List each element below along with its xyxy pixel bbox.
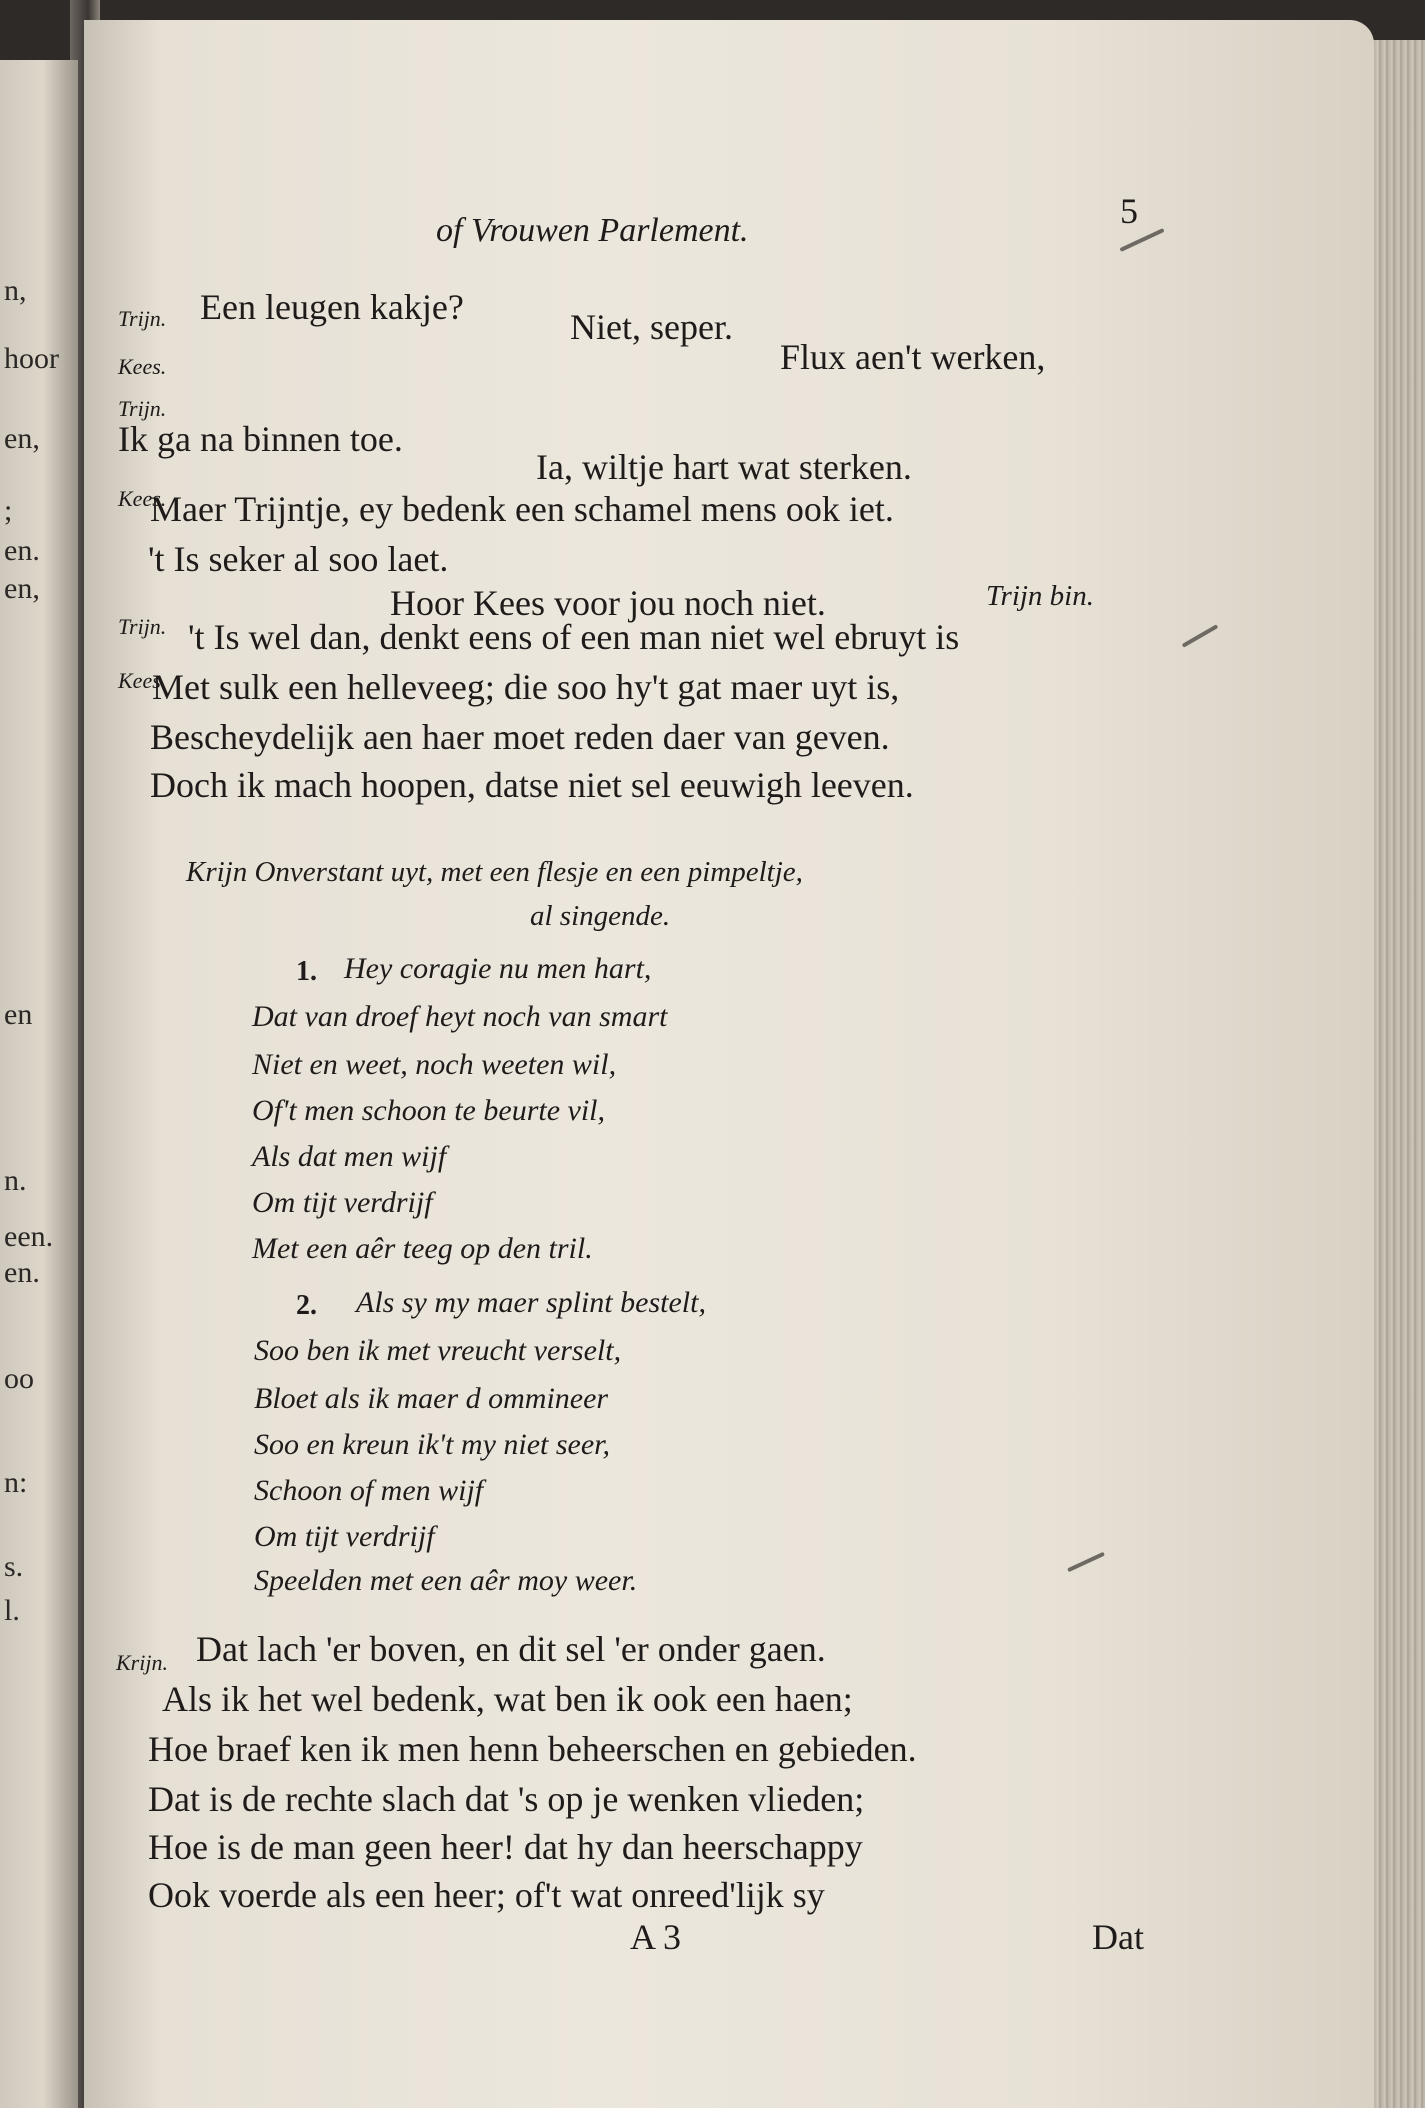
left-page-fragment: s.	[4, 1550, 24, 1583]
song-line: Dat van droef heyt noch van smart	[252, 1000, 668, 1033]
verse-line: Dat lach 'er boven, en dit sel 'er onder gaen.	[196, 1629, 826, 1669]
song-line: Soo ben ik met vreucht verselt,	[254, 1334, 622, 1367]
song-line: Soo en kreun ik't my niet seer,	[254, 1428, 611, 1461]
left-page-fragment: en.	[4, 534, 40, 567]
verse-line: 't Is wel dan, denkt eens of een man niet wel ebruyt is	[188, 617, 960, 657]
page-number: 5	[1120, 191, 1138, 231]
left-page-fragment: hoor	[4, 342, 59, 375]
song-line: Met een aêr teeg op den tril.	[252, 1232, 593, 1265]
verse-line: Hoor Kees voor jou noch niet.	[390, 583, 826, 623]
verse-line: Hoe braef ken ik men henn beheerschen en gebieden.	[148, 1729, 917, 1769]
left-page-fragment: ;	[4, 494, 13, 527]
song-line: Schoon of men wijf	[254, 1474, 484, 1507]
verse-line: Niet, seper.	[570, 307, 733, 347]
verse-line: Ia, wiltje hart wat sterken.	[536, 447, 912, 487]
left-page-fragment: en,	[4, 422, 40, 455]
left-page-fragment: een.	[4, 1220, 54, 1253]
verse-line: Flux aen't werken,	[780, 337, 1046, 377]
verse-line: Maer Trijntje, ey bedenk een schamel mens ook iet.	[150, 489, 894, 529]
left-page-edge	[0, 60, 78, 2108]
left-page-fragment: n:	[4, 1466, 28, 1499]
left-page-fragment: l.	[4, 1594, 20, 1627]
song-line: Als sy my maer splint bestelt,	[356, 1286, 706, 1319]
song-line: Bloet als ik maer d ommineer	[254, 1382, 609, 1415]
song-line: Als dat men wijf	[252, 1140, 447, 1173]
stage-direction: al singende.	[530, 900, 671, 932]
left-page-fragment: en	[4, 998, 33, 1031]
catchword: Dat	[1092, 1917, 1144, 1957]
song-line: Of't men schoon te beurte vil,	[252, 1094, 605, 1127]
exit-direction: Trijn bin.	[986, 580, 1094, 612]
left-page-fragment: en.	[4, 1256, 40, 1289]
verse-line: Bescheydelijk aen haer moet reden daer van geven.	[150, 717, 890, 757]
running-header: of Vrouwen Parlement.	[436, 212, 749, 249]
left-page-fragment: en,	[4, 572, 40, 605]
stanza-number: 1.	[296, 956, 317, 987]
verse-line: Ook voerde als een heer; of't wat onreed'lijk sy	[148, 1875, 825, 1915]
left-page-fragment: n,	[4, 274, 27, 307]
speaker-label: Trijn.	[118, 614, 167, 639]
verse-line: Ik ga na binnen toe.	[118, 419, 403, 459]
left-page-fragment: n.	[4, 1164, 27, 1197]
verse-line: Dat is de rechte slach dat 's op je wenken vlieden;	[148, 1779, 865, 1819]
stanza-number: 2.	[296, 1290, 317, 1321]
verse-line: 't Is seker al soo laet.	[148, 539, 449, 579]
verse-line: Doch ik mach hoopen, datse niet sel eeuwigh leeven.	[150, 765, 914, 805]
verse-line: Als ik het wel bedenk, wat ben ik ook een haen;	[162, 1679, 853, 1719]
stage-direction: Krijn Onverstant uyt, met een flesje en een pimpeltje,	[186, 856, 803, 888]
song-line: Om tijt verdrijf	[252, 1186, 433, 1219]
speaker-label: Trijn.	[118, 396, 167, 421]
speaker-label: Kees.	[118, 486, 167, 511]
song-line: Om tijt verdrijf	[254, 1520, 435, 1553]
speaker-label: Kees.	[118, 354, 167, 379]
song-line: Hey coragie nu men hart,	[344, 952, 652, 985]
song-line: Niet en weet, noch weeten wil,	[252, 1048, 617, 1081]
verse-line: Hoe is de man geen heer! dat hy dan heerschappy	[148, 1827, 863, 1867]
speaker-label: Krijn.	[116, 1650, 168, 1675]
song-line: Speelden met een aêr moy weer.	[254, 1564, 638, 1597]
verse-line: Een leugen kakje?	[200, 287, 464, 327]
verse-line: Met sulk een helleveeg; die soo hy't gat maer uyt is,	[152, 667, 900, 707]
left-page-fragment: oo	[4, 1362, 34, 1395]
signature-mark: A 3	[630, 1917, 682, 1957]
speaker-label: Kees.	[118, 668, 167, 693]
speaker-label: Trijn.	[118, 306, 167, 331]
